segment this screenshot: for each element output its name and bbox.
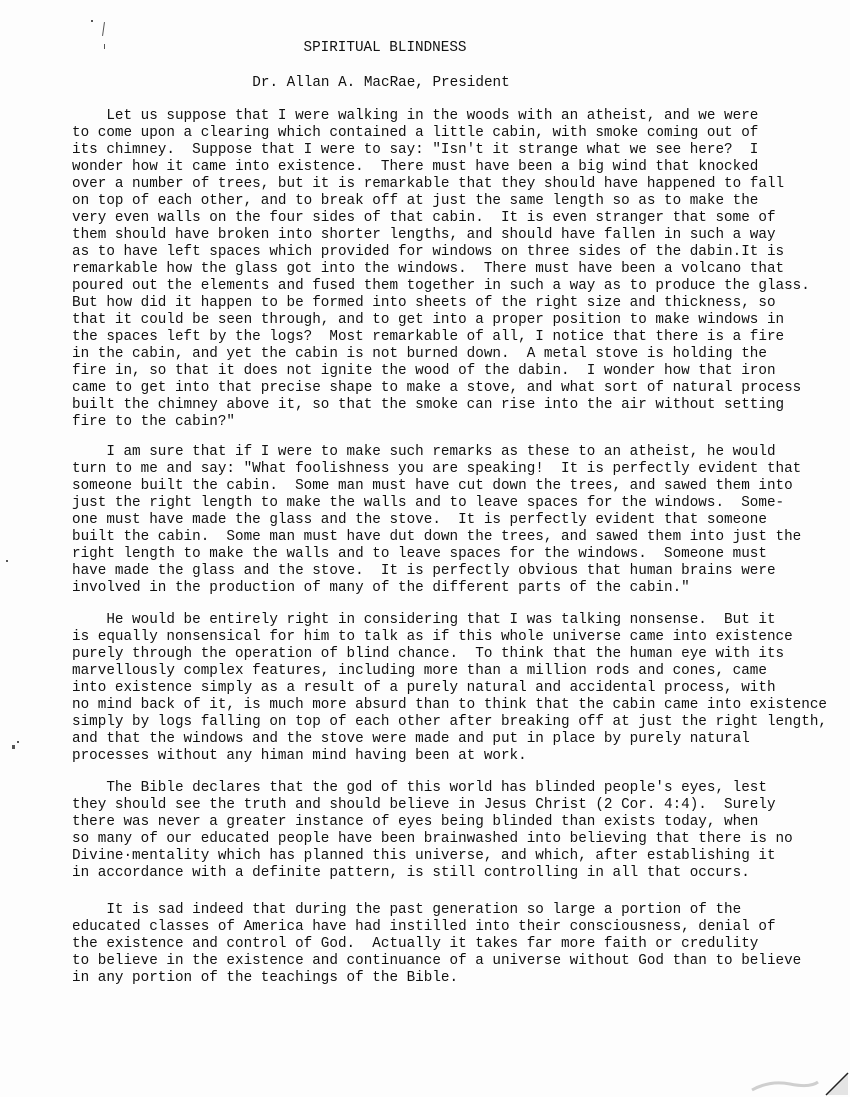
paragraph-2: I am sure that if I were to make such remarks as these to an atheist, he would turn to me and say: "What foolishness you are speaking! It is perfectly evident that someone built the cabin. Some man must have cut down the trees, and sawed them into just the right length to make the walls and to leave spaces for the windows. Some- one must have made the glass and the stove. It is perfectly evident that someone built the cabin. Some man must have dut down the trees, and sawed them into just the right length to make the walls and to leave spaces for the windows. Someone must have made the glass and the stove. It is perfectly obvious that human brains were involved in the production of many of the different parts of the cabin." <box>72 444 802 596</box>
scan-mark-left <box>12 745 15 749</box>
scan-mark-left-2 <box>17 741 19 743</box>
scan-mark-top <box>102 22 105 36</box>
document-title: SPIRITUAL BLINDNESS <box>303 40 467 56</box>
scan-smudge-bottom <box>750 1076 820 1092</box>
paragraph-3: He would be entirely right in considering that I was talking nonsense. But it is equally nonsensical for him to talk as if this whole universe came into existence purely through the operation of blind chance. To think that the human eye with its marvellously complex features, including more than a million rods and cones, came into existence simply as a result of a purely natural and accidental process, with no mind back of it, is much more absurd than to think that the cabin came into existence simply by logs falling on top of each other after breaking off at just the right length, and that the windows and the stove were made and put in place by purely natural processes without any himan mind having been at work. <box>72 612 827 764</box>
scan-mark-top-dot <box>91 20 93 22</box>
paragraph-4: The Bible declares that the god of this world has blinded people's eyes, lest they should see the truth and should believe in Jesus Christ (2 Cor. 4:4). Surely there was never a greater instance of eyes being blinded than exists today, when so many of our educated people have been brainwashed into believing that there is no Divine·mentality which has planned this universe, and which, after establishing it in accordance with a definite pattern, is still controlling in all that occurs. <box>72 780 793 881</box>
paragraph-5: It is sad indeed that during the past generation so large a portion of the educated classes of America have had instilled into their consciousness, denial of the existence and control of God. Actually it takes far more faith or credulity to believe in the existence and continuance of a universe without God than to believe in any portion of the teachings of the Bible. <box>72 902 802 986</box>
document-author: Dr. Allan A. MacRae, President <box>252 75 510 91</box>
scan-mark-left-3 <box>6 560 8 562</box>
scan-corner-artifact <box>820 1067 850 1097</box>
paragraph-1: Let us suppose that I were walking in the woods with an atheist, and we were to come upon a clearing which contained a little cabin, with smoke coming out of its chimney. Suppose that I were to say: "Isn't it strange what we see here? I wonder how it came into existence. There must have been a big wind that knocked over a number of trees, but it is remarkable that they should have happened to fall on top of each other, and to break off at just the same length so as to make the very even walls on the four sides of that cabin. It is even stranger that some of them should have broken into shorter lengths, and should have fallen in such a way as to have left spaces which provided for windows on three sides of the dabin.It is remarkable how the glass got into the windows. There must have been a volcano that poured out the elements and fused them together in such a way as to produce the glass. But how did it happen to be formed into sheets of the right size and thickness, so that it could be seen through, and to get into a proper position to make windows in the spaces left by the logs? Most remarkable of all, I notice that there is a fire in the cabin, and yet the cabin is not burned down. A metal stove is holding the fire in, so that it does not ignite the wood of the dabin. I wonder how that iron came to get into that precise shape to make a stove, and what sort of natural process built the chimney above it, so that the smoke can rise into the air without setting fire to the cabin?" <box>72 108 810 430</box>
